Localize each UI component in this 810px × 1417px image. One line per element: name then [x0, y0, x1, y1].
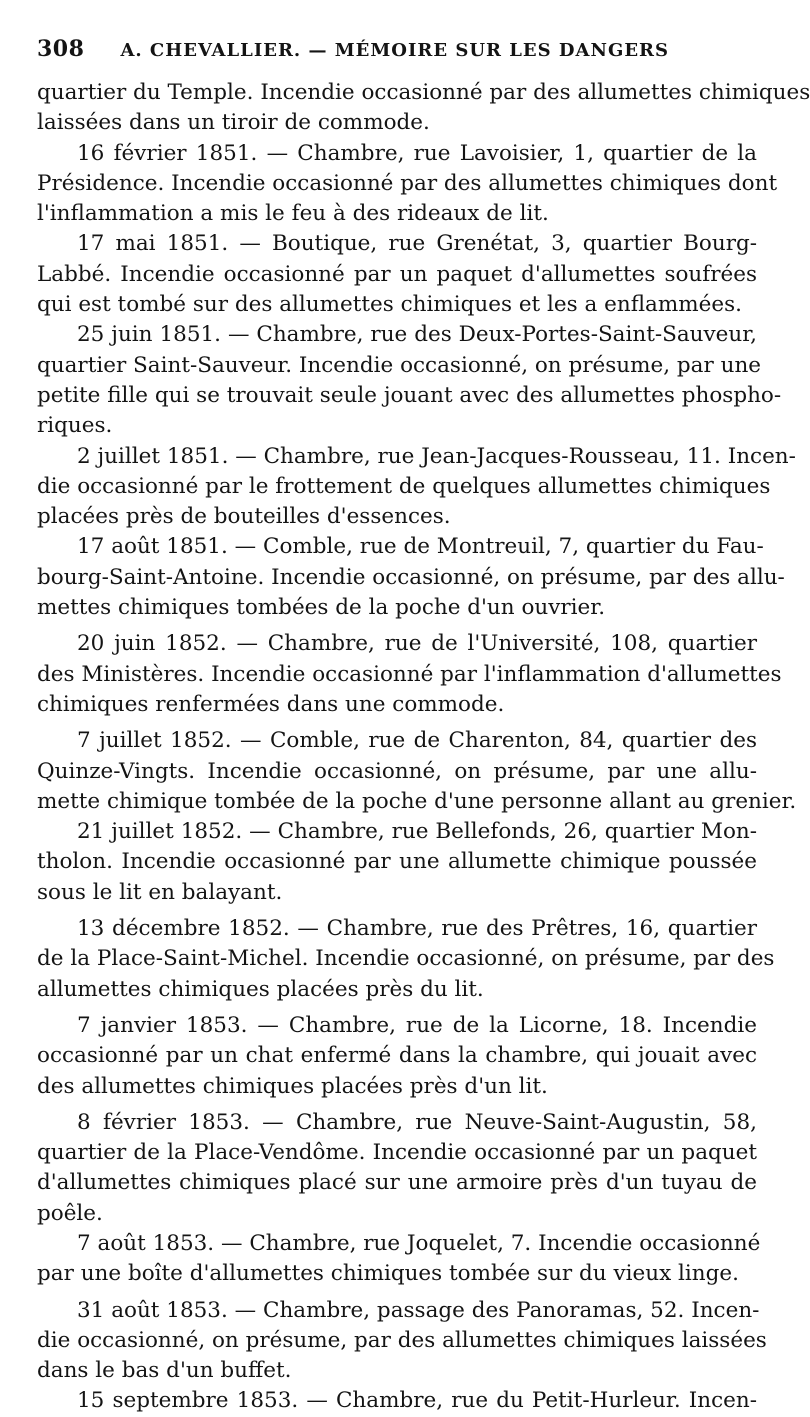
page-header	[37, 36, 756, 76]
text-line: petite fille qui se trouvait seule jouant avec des allumettes phospho-	[37, 382, 782, 408]
text-line: occasionné par un chat enfermé dans la chambre, qui jouait avec	[37, 1043, 757, 1069]
text-line: Labbé. Incendie occasionné par un paquet d'allumettes soufrées	[37, 261, 757, 287]
text-line: 21 juillet 1852. — Chambre, rue Bellefonds, 26, quartier Mon-	[77, 819, 757, 845]
text-line: par une boîte d'allumettes chimiques tombée sur du vieux linge.	[37, 1261, 739, 1287]
text-line: 8 février 1853. — Chambre, rue Neuve-Saint-Augustin, 58,	[77, 1109, 757, 1135]
body-text	[37, 78, 810, 1417]
text-line: sous le lit en balayant.	[37, 879, 283, 905]
text-line: riques.	[37, 413, 113, 439]
text-line: quartier Saint-Sauveur. Incendie occasionné, on présume, par une	[37, 352, 762, 378]
text-line: 17 août 1851. — Comble, rue de Montreuil, 7, quartier du Fau-	[77, 534, 764, 560]
text-line: 7 août 1853. — Chambre, rue Joquelet, 7. Incendie occasionné	[77, 1230, 761, 1256]
text-line: mette chimique tombée de la poche d'une personne allant au grenier.	[37, 788, 797, 814]
running-head: A. CHEVALLIER. — MÉMOIRE SUR LES DANGERS	[120, 40, 669, 61]
text-line: 2 juillet 1851. — Chambre, rue Jean-Jacques-Rousseau, 11. Incen-	[77, 443, 796, 469]
text-line: 16 février 1851. — Chambre, rue Lavoisier, 1, quartier de la	[77, 140, 757, 166]
text-line: 15 septembre 1853. — Chambre, rue du Petit-Hurleur. Incen-	[77, 1388, 757, 1414]
text-line: 31 août 1853. — Chambre, passage des Panoramas, 52. Incen-	[77, 1297, 760, 1323]
text-line: mettes chimiques tombées de la poche d'un ouvrier.	[37, 595, 606, 621]
text-line: qui est tombé sur des allumettes chimiques et les a enflammées.	[37, 292, 742, 318]
text-line: 17 mai 1851. — Boutique, rue Grenétat, 3, quartier Bourg-	[77, 231, 757, 257]
text-line: die occasionné, on présume, par des allumettes chimiques laissées	[37, 1327, 767, 1353]
text-line: placées près de bouteilles d'essences.	[37, 504, 451, 530]
text-line: die occasionné par le frottement de quelques allumettes chimiques	[37, 473, 771, 499]
page-number: 308	[37, 36, 85, 62]
text-line: 7 juillet 1852. — Comble, rue de Charenton, 84, quartier des	[77, 728, 757, 754]
text-line: des Ministères. Incendie occasionné par l'inflammation d'allumettes	[37, 661, 782, 687]
text-line: dans le bas d'un buffet.	[37, 1358, 292, 1384]
text-line: chimiques renfermées dans une commode.	[37, 691, 505, 717]
text-line: poêle.	[37, 1200, 103, 1226]
text-line: Quinze-Vingts. Incendie occasionné, on présume, par une allu-	[37, 758, 757, 784]
text-line: laissées dans un tiroir de commode.	[37, 110, 430, 136]
text-line: 13 décembre 1852. — Chambre, rue des Prêtres, 16, quartier	[77, 916, 757, 942]
text-line: 25 juin 1851. — Chambre, rue des Deux-Portes-Saint-Sauveur,	[77, 322, 757, 348]
text-line: l'inflammation a mis le feu à des rideaux de lit.	[37, 201, 549, 227]
text-line: quartier de la Place-Vendôme. Incendie occasionné par un paquet	[37, 1140, 757, 1166]
text-line: d'allumettes chimiques placé sur une armoire près d'un tuyau de	[37, 1170, 757, 1196]
text-line: 7 janvier 1853. — Chambre, rue de la Licorne, 18. Incendie	[77, 1012, 757, 1038]
text-line: Présidence. Incendie occasionné par des allumettes chimiques dont	[37, 170, 778, 196]
text-line: bourg-Saint-Antoine. Incendie occasionné, on présume, par des allu-	[37, 564, 785, 590]
text-line: quartier du Temple. Incendie occasionné par des allumettes chimiques	[37, 80, 810, 105]
text-line: tholon. Incendie occasionné par une allumette chimique poussée	[37, 849, 757, 875]
text-line: allumettes chimiques placées près du lit.	[37, 976, 484, 1002]
text-line: 20 juin 1852. — Chambre, rue de l'Université, 108, quartier	[77, 631, 757, 657]
text-line: de la Place-Saint-Michel. Incendie occasionné, on présume, par des	[37, 946, 775, 972]
text-line: des allumettes chimiques placées près d'un lit.	[37, 1073, 548, 1099]
